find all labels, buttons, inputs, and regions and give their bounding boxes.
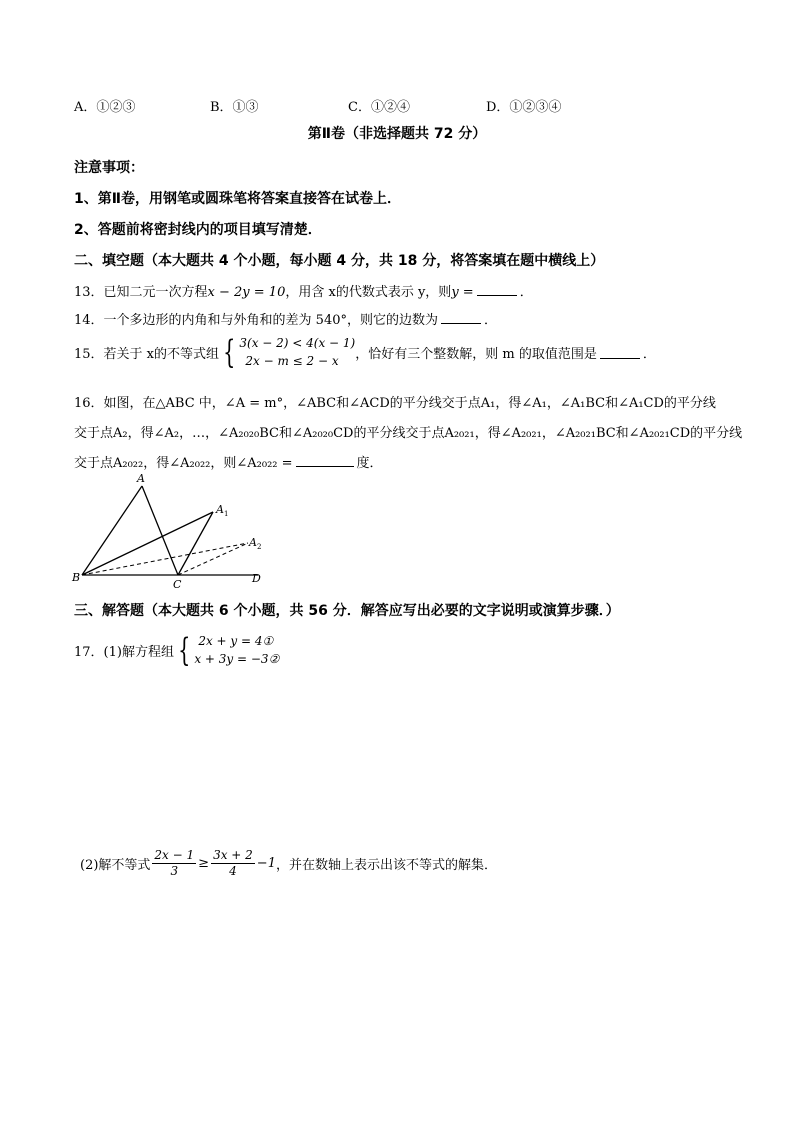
line-ba1 [82, 512, 213, 575]
fraction-1-denominator: 3 [170, 864, 179, 878]
label-a: A [137, 472, 145, 485]
label-a1-subscript: 1 [224, 510, 229, 518]
q13-middle: ，用含 x的代数式表示 y，则 [285, 285, 452, 300]
line-ba [82, 486, 142, 575]
q17-brace: { [178, 631, 191, 669]
notes-heading: 注意事项： [74, 160, 144, 176]
q17-line-1: 2x + y = 4① [198, 634, 274, 648]
label-d: D [252, 572, 261, 585]
label-a2: A [249, 536, 257, 549]
q15-answer-blank[interactable] [600, 346, 640, 359]
q17-line-2: x + 3y = −3② [194, 652, 280, 666]
line-ba2 [82, 543, 248, 575]
q14-suffix: ． [484, 313, 498, 328]
notes-item-1: 1、第Ⅱ卷，用钢笔或圆珠笔将答案直接答在试卷上． [74, 191, 401, 207]
fraction-2 [211, 848, 255, 879]
q15-middle: ，恰好有三个整数解，则 m 的取值范围是 [355, 346, 597, 362]
q15-line-2: 2x − m ≤ 2 − x [245, 354, 339, 368]
q16-line3-suffix: 度． [356, 456, 383, 471]
label-a1: A [216, 503, 224, 516]
q15-suffix: ． [642, 346, 656, 362]
section2-title: 第Ⅱ卷（非选择题共 72 分） [307, 126, 487, 142]
question-16-line-1: 16．如图，在△ABC 中，∠A = m°，∠ABC和∠ACD的平分线交于点A₁，得∠A₁，∠A₁BC和∠A₁CD的平分线 [74, 396, 716, 411]
option-b: B．①③ [210, 100, 259, 115]
triangle-figure [60, 470, 280, 595]
solve-heading: 三、解答题（本大题共 6 个小题，共 56 分．解答应写出必要的文字说明或演算步骤．） [74, 603, 620, 619]
option-d: D．①②③④ [486, 100, 562, 115]
option-a: A．①②③ [74, 100, 136, 115]
ge-sign: ≥ [198, 856, 210, 871]
q13-suffix: ． [519, 285, 533, 300]
line-ac [142, 486, 178, 575]
q17b-suffix: ，并在数轴上表示出该不等式的解集． [275, 858, 497, 873]
minus-one: −1 [256, 856, 276, 871]
line-ca1 [178, 512, 213, 575]
question-17-part-1 [74, 632, 279, 668]
q15-prefix: 15．若关于 x的不等式组 [74, 346, 220, 362]
fraction-1-numerator: 2x − 1 [154, 848, 195, 862]
q13-equation: x − 2y = 10 [207, 285, 286, 300]
fraction-1 [152, 848, 196, 879]
q16-answer-blank[interactable] [296, 454, 354, 467]
question-13 [74, 281, 533, 300]
label-c: C [173, 578, 182, 591]
q17-equation-system [174, 632, 279, 668]
fraction-2-denominator: 4 [229, 864, 237, 878]
notes-item-2: 2、答题前将密封线内的项目填写清楚． [74, 222, 322, 238]
option-c: C．①②④ [348, 100, 410, 115]
q13-prefix: 13．已知二元一次方程 [74, 285, 208, 300]
q15-line-1: 3(x − 2) < 4(x − 1) [239, 336, 356, 350]
question-16-line-3 [74, 452, 383, 471]
line-ca2 [178, 543, 248, 575]
q13-answer-blank[interactable] [477, 283, 517, 296]
q15-inequality-system [219, 334, 355, 370]
question-16-line-2: 交于点A₂，得∠A₂，…，∠A₂₀₂₀BC和∠A₂₀₂₀CD的平分线交于点A₂₀₂₁，得∠A₂₀₂₁，∠A₂₀₂₁BC和∠A₂₀₂₁CD的平分线 [74, 426, 743, 441]
fill-in-heading: 二、填空题（本大题共 4 个小题，每小题 4 分，共 18 分，将答案填在题中横线上） [74, 253, 605, 269]
question-14 [74, 309, 497, 328]
q14-answer-blank[interactable] [441, 311, 481, 324]
label-b: B [72, 571, 81, 584]
q15-brace: { [223, 333, 236, 371]
q14-text: 14．一个多边形的内角和与外角和的差为 540°，则它的边数为 [74, 313, 438, 328]
q16-line3-prefix: 交于点A₂₀₂₂，得∠A₂₀₂₂，则∠A₂₀₂₂ = [74, 456, 293, 471]
label-a2-subscript: 2 [257, 543, 262, 551]
q17-prefix: 17．(1)解方程组 [74, 644, 174, 660]
q17b-prefix: (2)解不等式 [80, 858, 151, 873]
q13-lhs: y = [451, 285, 474, 300]
question-15 [74, 334, 656, 370]
question-17-part-2 [80, 848, 497, 879]
fraction-2-numerator: 3x + 2 [213, 848, 253, 862]
